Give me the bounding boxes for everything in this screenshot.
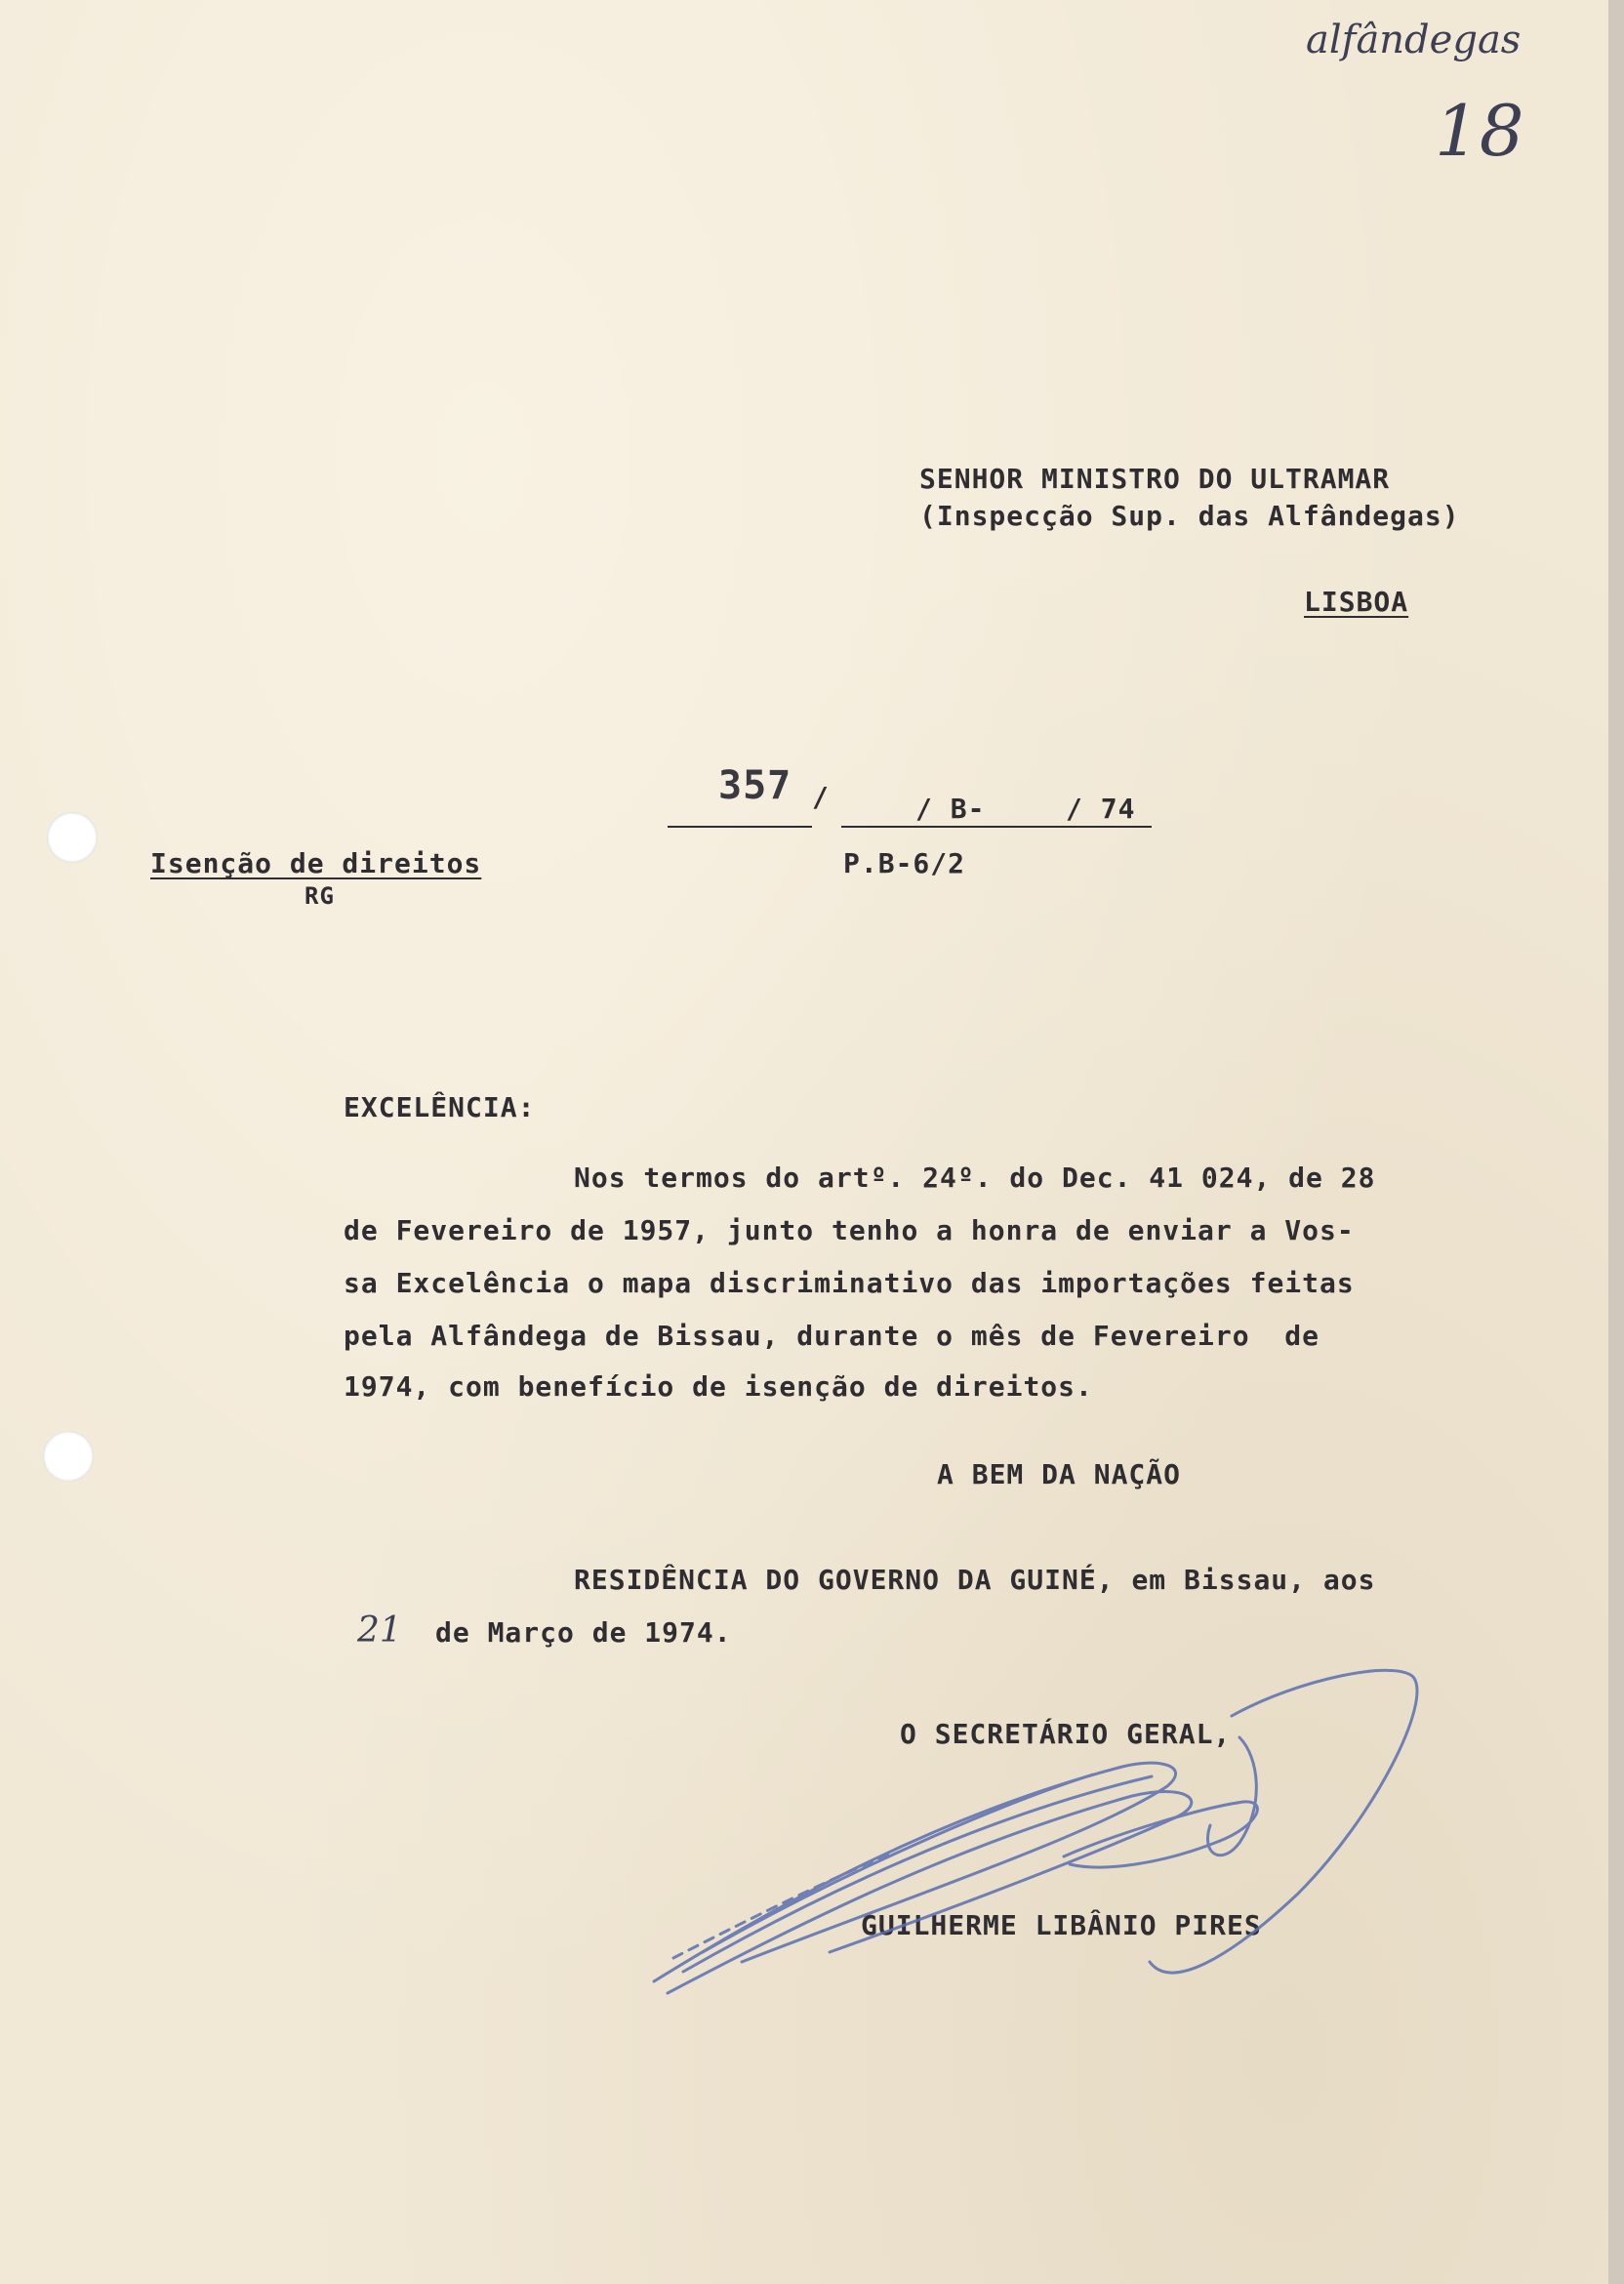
body-line-2: de Fevereiro de 1957, junto tenho a honra de enviar a Vos-	[344, 1214, 1355, 1246]
reference-number-suffix: /	[812, 781, 830, 813]
handwritten-day: 21	[357, 1611, 402, 1651]
signatory-title: O SECRETÁRIO GERAL,	[900, 1718, 1232, 1750]
reference-year: / 74	[1066, 793, 1136, 825]
reference-number-stamp: 357	[718, 763, 792, 808]
addressee-city: LISBOA	[1304, 586, 1409, 618]
body-line-4: pela Alfândega de Bissau, durante o mês de Fevereiro de	[344, 1320, 1320, 1352]
subject-title: Isenção de direitos	[150, 847, 482, 879]
signatory-name: GUILHERME LIBÂNIO PIRES	[861, 1909, 1262, 1941]
subject-initials: RG	[304, 882, 335, 910]
place-date-line-1: RESIDÊNCIA DO GOVERNO DA GUINÉ, em Bissau, aos	[574, 1564, 1376, 1596]
addressee-line-2: (Inspecção Sup. das Alfândegas)	[919, 500, 1460, 532]
reference-series: / B-	[915, 793, 986, 825]
process-reference: P.B-6/2	[843, 847, 966, 879]
page-number-annotation: 18	[1435, 90, 1524, 172]
body-line-5: 1974, com benefício de isenção de direitos.	[344, 1370, 1093, 1403]
punch-hole-lower	[43, 1431, 94, 1482]
addressee-line-1: SENHOR MINISTRO DO ULTRAMAR	[919, 463, 1391, 495]
body-line-1: Nos termos do artº. 24º. do Dec. 41 024, de 28	[574, 1162, 1376, 1194]
category-annotation: alfândegas	[1306, 18, 1522, 62]
scan-edge	[1608, 0, 1624, 2284]
salutation: EXCELÊNCIA:	[344, 1091, 536, 1123]
body-line-3: sa Excelência o mapa discriminativo das importações feitas	[344, 1267, 1355, 1299]
closing-formula: A BEM DA NAÇÃO	[937, 1458, 1182, 1490]
punch-hole-upper	[47, 812, 98, 863]
place-date-line-2: de Março de 1974.	[435, 1616, 732, 1649]
